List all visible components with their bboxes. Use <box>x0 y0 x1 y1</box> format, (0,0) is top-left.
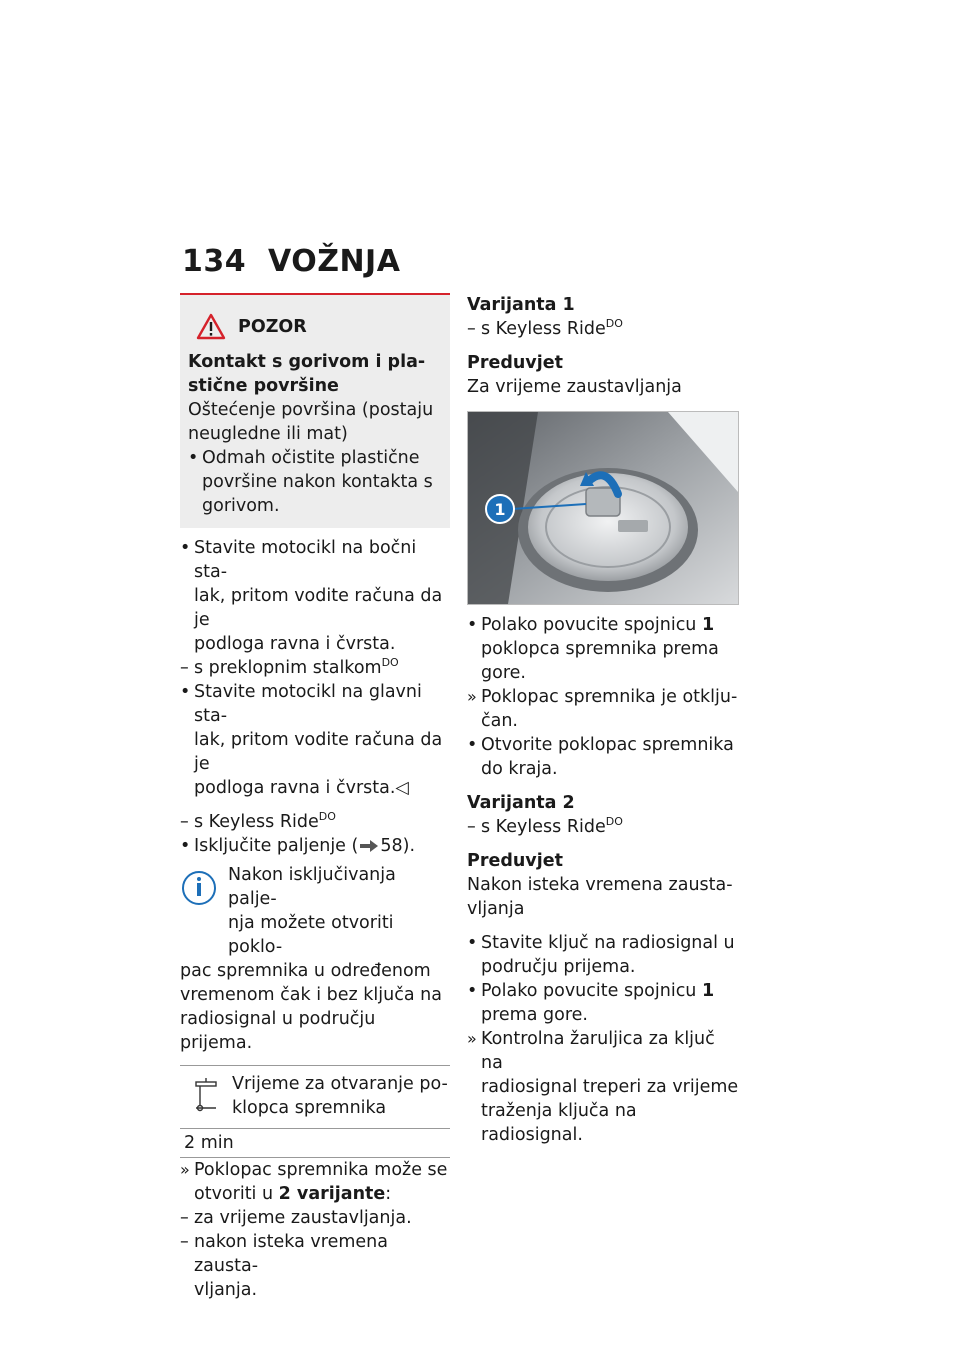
step-text: podloga ravna i čvrsta. <box>194 778 396 798</box>
result-text: Kontrolna žaruljica za ključ na <box>481 1029 715 1073</box>
condition-main-stand <box>180 656 450 680</box>
dash-marker: – <box>180 1208 189 1228</box>
variant-1-condition <box>467 317 739 341</box>
step-text: podloga ravna i čvrsta. <box>194 634 396 654</box>
condition-text: s Keyless Ride <box>194 812 319 832</box>
info-text: vremenom čak i bez ključa na <box>180 985 442 1005</box>
warning-text-2: neugledne ili mat) <box>188 424 348 444</box>
condition-text: s preklopnim stalkom <box>194 658 382 678</box>
step-text: do kraja. <box>481 759 558 779</box>
spec-table <box>180 1065 450 1158</box>
v2-step-key <box>467 931 739 979</box>
page-reference-arrow-icon[interactable] <box>358 839 380 853</box>
left-column <box>180 293 450 1302</box>
warning-heading-2: stične površine <box>188 376 339 396</box>
dash-marker: – <box>180 812 189 832</box>
result-text: čan. <box>481 711 518 731</box>
dash-marker: – <box>180 1232 189 1252</box>
result-tank-cap <box>180 1158 450 1206</box>
warning-action-3: gorivom. <box>202 496 280 516</box>
optional-equipment-mark: DO <box>605 317 623 330</box>
sub-option-text: za vrijeme zaustavljanja. <box>194 1208 412 1228</box>
info-note <box>180 863 450 1055</box>
condition-text: s Keyless Ride <box>481 817 606 837</box>
sub-option-text: vljanja. <box>194 1280 258 1300</box>
technical-data-icon <box>195 1078 217 1112</box>
v2-result <box>467 1027 739 1147</box>
bullet-marker: • <box>467 981 478 1001</box>
variant-2-title: Varijanta 2 <box>467 793 575 813</box>
page-header <box>182 244 400 279</box>
spec-label: klopca spremnika <box>232 1098 387 1118</box>
fuel-cap-photo <box>467 411 739 605</box>
bullet-marker: • <box>467 735 478 755</box>
right-column <box>467 293 739 1147</box>
dash-marker: – <box>467 817 476 837</box>
warning-action-2: površine nakon kontakta s <box>202 472 433 492</box>
step-text: Polako povucite spojnicu <box>481 981 702 1001</box>
step-text: lak, pritom vodite računa da je <box>194 730 443 774</box>
info-text: Nakon isključivanja palje- <box>228 865 396 909</box>
bullet-marker: • <box>180 538 191 558</box>
result-text: traženja ključa na radiosignal. <box>481 1101 637 1145</box>
warning-action-1: Odmah očistite plastične <box>202 448 420 468</box>
optional-equipment-mark: DO <box>381 656 399 669</box>
chapter-title: VOŽNJA <box>268 244 401 279</box>
prerequisite-title: Preduvjet <box>467 353 563 373</box>
variant-2-condition <box>467 815 739 839</box>
step-text: Stavite motocikl na glavni sta- <box>194 682 422 726</box>
dash-marker: – <box>467 319 476 339</box>
step-text: Stavite motocikl na bočni sta- <box>194 538 417 582</box>
result-marker: » <box>467 687 477 706</box>
info-text: nja možete otvoriti poklo- <box>228 913 394 957</box>
sub-option-2 <box>180 1230 450 1302</box>
warning-header <box>188 313 440 340</box>
result-marker: » <box>180 1160 190 1179</box>
warning-triangle-icon <box>196 313 226 340</box>
step-side-stand <box>180 536 450 656</box>
bullet-marker: • <box>180 682 191 702</box>
variant-1-title: Varijanta 1 <box>467 295 575 315</box>
callout-reference: 1 <box>701 981 715 1001</box>
bullet-marker: • <box>188 448 199 468</box>
step-ignition-off <box>180 834 450 858</box>
spec-header <box>180 1066 450 1129</box>
bullet-marker: • <box>467 615 478 635</box>
step-text: Isključite paljenje ( <box>194 836 359 856</box>
result-text: : <box>385 1184 392 1204</box>
bullet-marker: • <box>180 836 191 856</box>
condition-text: s Keyless Ride <box>481 319 606 339</box>
prerequisite-title: Preduvjet <box>467 851 563 871</box>
info-icon <box>180 867 218 907</box>
step-text: prema gore. <box>481 1005 588 1025</box>
result-text: radiosignal treperi za vrijeme <box>481 1077 739 1097</box>
page-number: 134 <box>182 244 247 279</box>
result-text-bold: 2 varijante <box>278 1184 386 1204</box>
spec-value: 2 min <box>184 1133 234 1153</box>
spec-label: Vrijeme za otvaranje po- <box>232 1074 448 1094</box>
step-text: Stavite ključ na radiosignal u <box>481 933 735 953</box>
step-text: poklopca spremnika prema <box>481 639 719 659</box>
result-marker: » <box>467 1029 477 1048</box>
warning-text-1: Oštećenje površina (postaju <box>188 400 434 420</box>
prerequisite-text: Za vrijeme zaustavljanja <box>467 377 682 397</box>
v1-result <box>467 685 739 733</box>
v2-step-pull <box>467 979 739 1027</box>
dash-marker: – <box>180 658 189 678</box>
warning-action <box>188 446 440 518</box>
figure-callout-1: 1 <box>494 500 506 519</box>
condition-keyless <box>180 810 450 834</box>
bullet-marker: • <box>467 933 478 953</box>
warning-label: POZOR <box>238 316 307 337</box>
info-text: radiosignal u području prijema. <box>180 1009 376 1053</box>
result-text: otvoriti u <box>194 1184 279 1204</box>
optional-equipment-mark: DO <box>318 810 336 823</box>
sub-option-1 <box>180 1206 450 1230</box>
step-text: Polako povucite spojnicu <box>481 615 702 635</box>
warning-heading-1: Kontakt s gorivom i pla- <box>188 352 426 372</box>
prerequisite-text: Nakon isteka vremena zausta- <box>467 875 733 895</box>
callout-reference: 1 <box>701 615 715 635</box>
sub-option-text: nakon isteka vremena zausta- <box>194 1232 388 1276</box>
step-main-stand <box>180 680 450 800</box>
result-text: Poklopac spremnika može se <box>194 1160 448 1180</box>
warning-box <box>180 293 450 528</box>
end-mark: ◁ <box>395 778 409 798</box>
step-text: lak, pritom vodite računa da je <box>194 586 443 630</box>
step-text: Otvorite poklopac spremnika <box>481 735 734 755</box>
step-text: području prijema. <box>481 957 636 977</box>
step-text: gore. <box>481 663 526 683</box>
v1-step-open <box>467 733 739 781</box>
result-text: Poklopac spremnika je otklju- <box>481 687 738 707</box>
info-text: pac spremnika u određenom <box>180 961 431 981</box>
page-reference[interactable]: 58). <box>380 836 416 856</box>
prerequisite-text: vljanja <box>467 899 525 919</box>
optional-equipment-mark: DO <box>605 815 623 828</box>
v1-step-pull <box>467 613 739 685</box>
